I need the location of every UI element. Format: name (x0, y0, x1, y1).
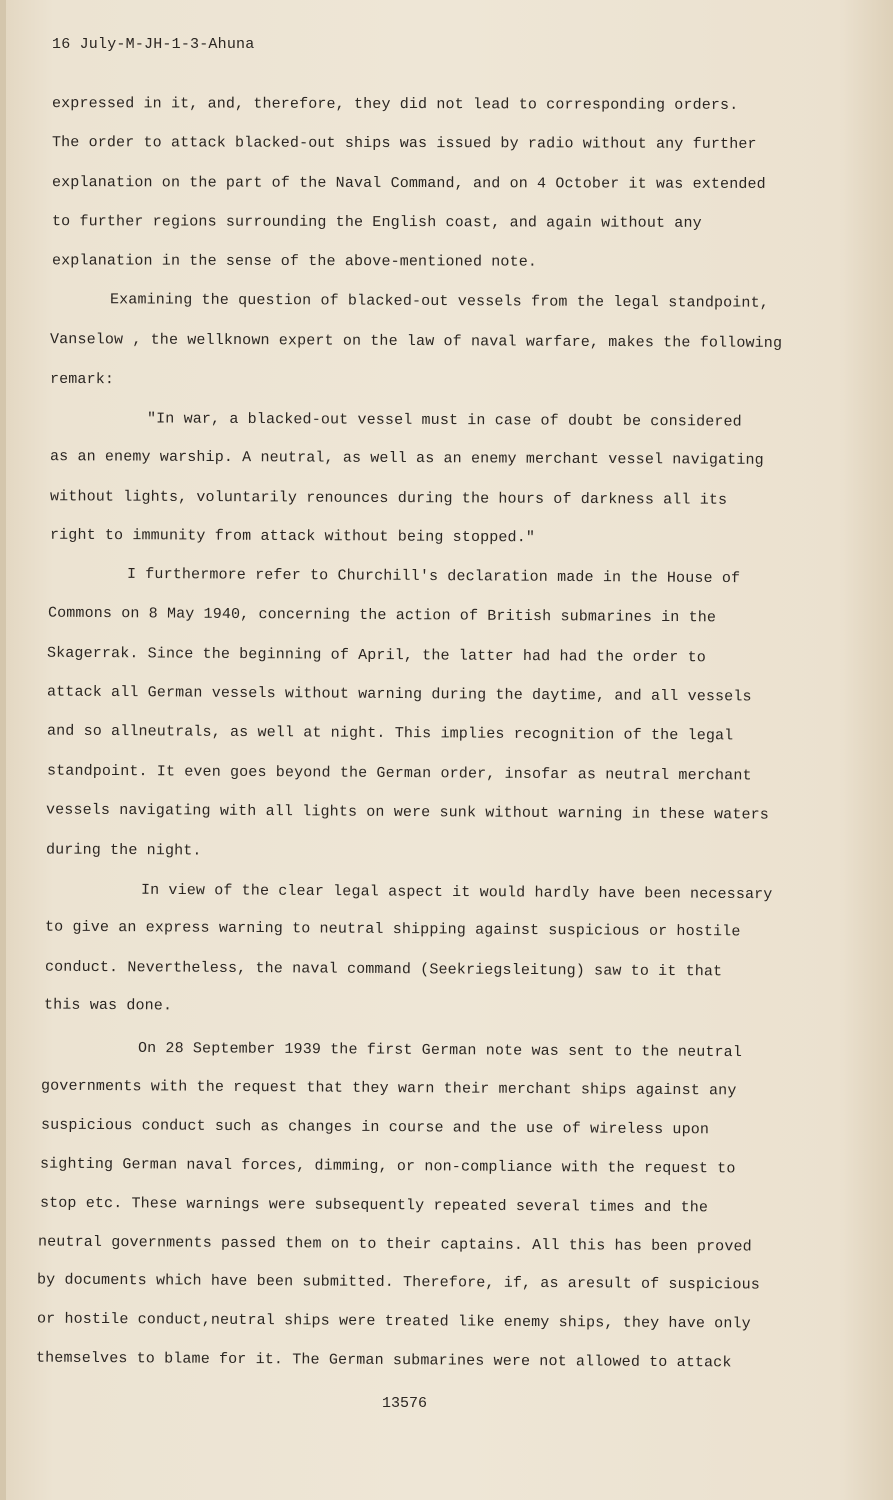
document-header: 16 July-M-JH-1-3-Ahuna (52, 36, 255, 53)
text-line: explanation in the sense of the above-mentioned note. (51, 252, 538, 271)
text-line: Vanselow , the wellknown expert on the law of naval warfare, makes the following (49, 331, 783, 352)
text-line: remark: (49, 370, 115, 389)
text-line: stop etc. These warnings were subsequently repeated several times and the (39, 1194, 709, 1217)
text-line: expressed in it, and, therefore, they did not lead to corresponding orders. (51, 95, 739, 114)
text-line: conduct. Nevertheless, the naval command (Seekriegsleitung) saw to it that (44, 958, 723, 981)
text-line: In view of the clear legal aspect it would hardly have been necessary (140, 881, 773, 904)
text-line: without lights, voluntarily renounces during the hours of darkness all its (49, 488, 728, 509)
text-line: right to immunity from attack without being stopped." (49, 526, 536, 547)
text-line: Examining the question of blacked-out vessels from the legal standpoint, (109, 291, 769, 312)
text-line: sighting German naval forces, dimming, or non-compliance with the request to (39, 1155, 736, 1178)
text-line: attack all German vessels without warning during the daytime, and all vessels (46, 683, 752, 706)
text-line: themselves to blame for it. The German submarines were not allowed to attack (35, 1349, 732, 1372)
text-line: as an enemy warship. A neutral, as well as an enemy merchant vessel navigating (49, 448, 764, 469)
text-line: to give an express warning to neutral shipping against suspicious or hostile (44, 918, 741, 941)
text-line: explanation on the part of the Naval Command, and on 4 October it was extended (51, 174, 766, 193)
text-line: vessels navigating with all lights on were sunk without warning in these waters (45, 801, 770, 824)
text-line: this was done. (43, 996, 173, 1015)
text-line: suspicious conduct such as changes in course and the use of wireless upon (40, 1116, 710, 1139)
text-line: governments with the request that they warn their merchant ships against any (40, 1077, 737, 1100)
text-line: Skagerrak. Since the beginning of April, the latter had had the order to (46, 644, 706, 667)
page-edge (0, 0, 6, 1500)
text-line: standpoint. It even goes beyond the German order, insofar as neutral merchant (46, 762, 752, 785)
text-line: or hostile conduct,neutral ships were treated like enemy ships, they have only (36, 1310, 751, 1333)
text-line: The order to attack blacked-out ships was issued by radio without any further (51, 134, 757, 153)
text-line: Commons on 8 May 1940, concerning the action of British submarines in the (47, 604, 717, 627)
text-line: "In war, a blacked-out vessel must in case of doubt be considered (146, 410, 742, 431)
text-line: to further regions surrounding the English coast, and again without any (51, 213, 702, 232)
text-line: I furthermore refer to Churchill's declaration made in the House of (126, 565, 741, 588)
text-line: On 28 September 1939 the first German note was sent to the neutral (137, 1039, 743, 1062)
page-number: 13576 (382, 1395, 428, 1412)
text-line: and so allneutrals, as well at night. This implies recognition of the legal (46, 722, 734, 745)
text-line: by documents which have been submitted. Therefore, if, as aresult of suspicious (36, 1271, 761, 1294)
text-line: during the night. (45, 841, 202, 860)
text-line: neutral governments passed them on to their captains. All this has been proved (37, 1233, 752, 1256)
